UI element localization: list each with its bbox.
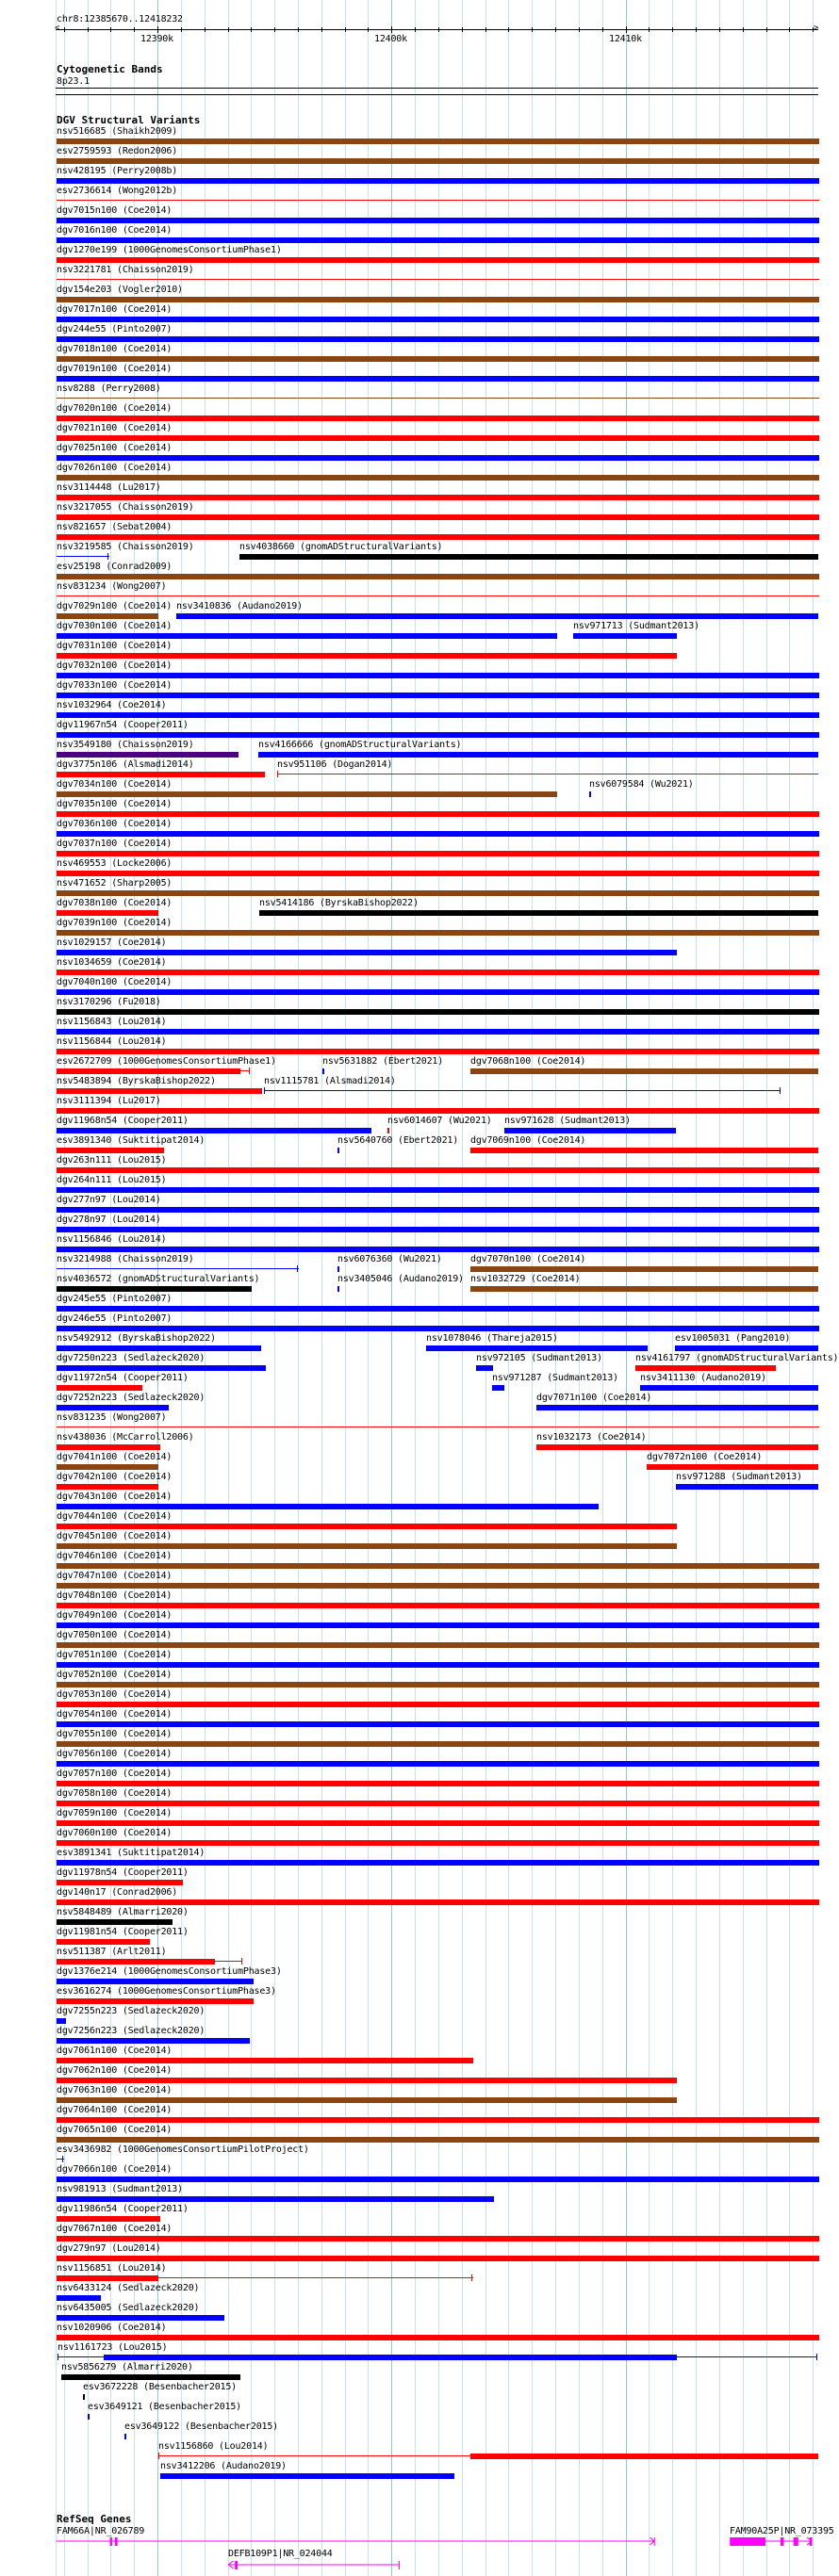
variant-label[interactable]: nsv3221781 (Chaisson2019) [57,265,194,275]
variant-label[interactable]: nsv1032964 (Coe2014) [57,700,167,710]
variant-label[interactable]: dgv245e55 (Pinto2007) [57,1294,173,1304]
ruler-tick-label: 12410k [609,34,642,44]
variant-label[interactable]: nsv1156860 (Lou2014) [158,2441,269,2452]
variant-label[interactable]: dgv7256n223 (Sedlazeck2020) [57,2026,206,2036]
variant-label[interactable]: dgv7072n100 (Coe2014) [647,1452,763,1462]
variant-label[interactable]: dgv277n97 (Lou2014) [57,1195,161,1205]
variant-label[interactable]: dgv7029n100 (Coe2014) [57,601,173,611]
variant-label[interactable]: dgv3775n106 (Alsmadi2014) [57,759,194,770]
variant-label[interactable]: dgv11986n54 (Cooper2011) [57,2204,189,2214]
variant-label[interactable]: dgv11972n54 (Cooper2011) [57,1373,189,1383]
variant-label[interactable]: nsv5483894 (ByrskaBishop2022) [57,1076,216,1086]
variant-label[interactable]: nsv1156851 (Lou2014) [57,2263,167,2274]
variant-label[interactable]: nsv3111394 (Lu2017) [57,1096,161,1106]
gene-exon [730,2537,765,2546]
gene-exon [781,2537,783,2546]
variant-label[interactable]: nsv6014607 (Wu2021) [387,1116,492,1126]
variant-label[interactable]: nsv8288 (Perry2008) [57,383,161,394]
variant-label[interactable]: dgv11968n54 (Cooper2011) [57,1116,189,1126]
dgv-track-title: DGV Structural Variants [57,114,201,126]
variant-label[interactable]: dgv7061n100 (Coe2014) [57,2046,173,2056]
variant-label[interactable]: nsv1156846 (Lou2014) [57,1234,167,1245]
variant-label[interactable]: dgv7036n100 (Coe2014) [57,819,173,829]
variant-label[interactable]: nsv831234 (Wong2007) [57,581,167,592]
variant-label[interactable]: esv3649121 (Besenbacher2015) [88,2402,241,2412]
variant-label[interactable]: dgv7060n100 (Coe2014) [57,1828,173,1838]
variant-label[interactable]: nsv5492912 (ByrskaBishop2022) [57,1333,216,1344]
variant-label[interactable]: dgv7065n100 (Coe2014) [57,2125,173,2135]
variant-label[interactable]: dgv7015n100 (Coe2014) [57,205,173,216]
variant-label[interactable]: nsv5848489 (Almarri2020) [57,1907,189,1917]
variant-label[interactable]: dgv7252n223 (Sedlazeck2020) [57,1393,206,1403]
variant-label[interactable]: esv3891341 (Suktitipat2014) [57,1848,206,1858]
variant-label[interactable]: dgv11978n54 (Cooper2011) [57,1867,189,1878]
variant-label[interactable]: dgv279n97 (Lou2014) [57,2243,161,2254]
gene[interactable] [57,2537,655,2546]
variant-label[interactable]: dgv244e55 (Pinto2007) [57,324,173,334]
variant-label[interactable]: esv3436982 (1000GenomesConsortiumPilotProject) [57,2144,309,2155]
variant-label[interactable]: dgv263n111 (Lou2015) [57,1155,167,1166]
variant-label[interactable]: nsv3405046 (Audano2019) [337,1274,464,1284]
variant-label[interactable]: nsv3217055 (Chaisson2019) [57,502,194,513]
variant-label[interactable]: nsv5856279 (Almarri2020) [61,2362,193,2372]
variant-label[interactable]: dgv7032n100 (Coe2014) [57,660,173,671]
variant-label[interactable]: nsv981913 (Sudmant2013) [57,2184,183,2194]
variant-label[interactable]: dgv7250n223 (Sedlazeck2020) [57,1353,206,1363]
ruler-tick-label: 12390k [140,34,173,44]
variant-label[interactable]: nsv1034659 (Coe2014) [57,957,167,968]
variant-label[interactable]: nsv438036 (McCarroll2006) [57,1432,194,1443]
variant-label[interactable]: dgv246e55 (Pinto2007) [57,1313,173,1324]
refseq-track-title: RefSeq Genes [57,2513,132,2525]
variant-label[interactable]: esv1005031 (Pang2010) [675,1333,791,1344]
variant-label[interactable]: nsv972105 (Sudmant2013) [476,1353,602,1363]
variant-label[interactable]: dgv7054n100 (Coe2014) [57,1709,173,1720]
variant-label[interactable]: dgv7045n100 (Coe2014) [57,1531,173,1541]
variant-label[interactable]: esv3616274 (1000GenomesConsortiumPhase3) [57,1986,276,1997]
variant-label[interactable]: dgv7068n100 (Coe2014) [470,1056,586,1067]
variant-label[interactable]: nsv3170296 (Fu2018) [57,997,161,1007]
variant-label[interactable]: dgv7019n100 (Coe2014) [57,364,173,374]
variant-label[interactable]: dgv7046n100 (Coe2014) [57,1551,173,1561]
variant-label[interactable]: dgv7033n100 (Coe2014) [57,680,173,691]
variant-label[interactable]: nsv6076360 (Wu2021) [337,1254,442,1264]
variant-label[interactable]: dgv7049n100 (Coe2014) [57,1610,173,1621]
variant-label[interactable]: nsv1029157 (Coe2014) [57,937,167,948]
gene[interactable] [730,2537,812,2546]
variant-label[interactable]: dgv7055n100 (Coe2014) [57,1729,173,1739]
variant-label[interactable]: nsv4038660 (gnomADStructuralVariants) [239,542,443,552]
variant-label[interactable]: dgv1270e199 (1000GenomesConsortiumPhase1) [57,245,282,255]
ruler-tick-label: 12400k [374,34,407,44]
variant-label[interactable]: nsv1115781 (Alsmadi2014) [264,1076,396,1086]
variant-label[interactable]: dgv7048n100 (Coe2014) [57,1590,173,1601]
variant-label[interactable]: dgv7053n100 (Coe2014) [57,1689,173,1700]
variant-label[interactable]: nsv6433124 (Sedlazeck2020) [57,2283,200,2293]
gene-label[interactable]: FAM90A25P|NR_073395 [730,2526,834,2536]
variant-label[interactable]: esv2759593 (Redon2006) [57,146,178,156]
variant-label[interactable]: dgv11967n54 (Cooper2011) [57,720,189,730]
variant-label[interactable]: nsv1161723 (Lou2015) [58,2342,168,2353]
variant-label[interactable]: dgv7056n100 (Coe2014) [57,1749,173,1759]
variant-label[interactable]: esv3649122 (Besenbacher2015) [124,2421,278,2432]
variant-label[interactable]: dgv7071n100 (Coe2014) [536,1393,652,1403]
variant-label[interactable]: dgv7035n100 (Coe2014) [57,799,173,809]
variant-label[interactable]: dgv7026n100 (Coe2014) [57,463,173,473]
gene-label[interactable]: FAM66A|NR_026789 [57,2526,145,2536]
variant-label[interactable]: nsv831235 (Wong2007) [57,1412,167,1423]
variant-label[interactable]: dgv7051n100 (Coe2014) [57,1650,173,1660]
gene-exon [115,2537,118,2546]
variant-label[interactable]: dgv7043n100 (Coe2014) [57,1492,173,1502]
variant-label[interactable]: nsv5631882 (Ebert2021) [322,1056,444,1067]
location-label: chr8:12385670..12418232 [57,14,183,24]
variant-label[interactable]: nsv4166666 (gnomADStructuralVariants) [258,740,462,750]
variant-label[interactable]: esv3891340 (Suktitipat2014) [57,1135,206,1146]
variant-label[interactable]: dgv7040n100 (Coe2014) [57,977,173,987]
variant-label[interactable]: nsv469553 (Locke2006) [57,858,173,869]
variant-label[interactable]: dgv7067n100 (Coe2014) [57,2224,173,2234]
variant-label[interactable]: nsv971287 (Sudmant2013) [492,1373,618,1383]
variant-label[interactable]: dgv7057n100 (Coe2014) [57,1769,173,1779]
variant-label[interactable]: dgv7017n100 (Coe2014) [57,304,173,315]
variant-label[interactable]: nsv1032729 (Coe2014) [470,1274,581,1284]
variant-label[interactable]: dgv7021n100 (Coe2014) [57,423,173,433]
variant-label[interactable]: nsv5640760 (Ebert2021) [337,1135,459,1146]
variant-label[interactable]: nsv511387 (Arlt2011) [57,1947,167,1957]
ruler-right-arrow-icon: > [814,24,819,33]
variant-label[interactable]: dgv7037n100 (Coe2014) [57,839,173,849]
variant-label[interactable]: nsv971288 (Sudmant2013) [676,1472,802,1482]
variant-label[interactable]: dgv278n97 (Lou2014) [57,1215,161,1225]
variant-label[interactable]: nsv3219585 (Chaisson2019) [57,542,194,552]
variant-label[interactable]: dgv7044n100 (Coe2014) [57,1511,173,1522]
variant-label[interactable]: dgv7025n100 (Coe2014) [57,443,173,453]
variant-label[interactable]: dgv7058n100 (Coe2014) [57,1788,173,1799]
variant-label[interactable]: dgv7062n100 (Coe2014) [57,2065,173,2076]
variant-label[interactable]: dgv7059n100 (Coe2014) [57,1808,173,1818]
gene-exon [794,2537,798,2546]
variant-label[interactable]: esv25198 (Conrad2009) [57,562,173,572]
variant-label[interactable]: dgv7039n100 (Coe2014) [57,918,173,928]
cytoband-track-title: Cytogenetic Bands [57,63,163,75]
variant-label[interactable]: nsv1020906 (Coe2014) [57,2323,167,2333]
variant-label[interactable]: dgv7070n100 (Coe2014) [470,1254,586,1264]
variant-label[interactable]: nsv971713 (Sudmant2013) [573,621,699,631]
gene-exon [235,2561,238,2569]
ruler-left-arrow-icon: < [55,24,60,33]
variant-label[interactable]: nsv6079584 (Wu2021) [589,779,694,790]
variant-label[interactable]: nsv951106 (Dogan2014) [277,759,393,770]
variant-label[interactable]: dgv7047n100 (Coe2014) [57,1571,173,1581]
variant-label[interactable]: dgv7255n223 (Sedlazeck2020) [57,2006,206,2016]
variant-label[interactable]: dgv264n111 (Lou2015) [57,1175,167,1185]
variant-label[interactable]: nsv3114448 (Lu2017) [57,482,161,493]
variant-label[interactable]: dgv7052n100 (Coe2014) [57,1670,173,1680]
variant-label[interactable]: dgv7066n100 (Coe2014) [57,2164,173,2175]
variant-label[interactable]: dgv7018n100 (Coe2014) [57,344,173,354]
variant-label[interactable]: nsv1078046 (Thareja2015) [426,1333,558,1344]
variant-label[interactable]: dgv7042n100 (Coe2014) [57,1472,173,1482]
variant-label[interactable]: dgv7030n100 (Coe2014) [57,621,173,631]
variant-label[interactable]: nsv428195 (Perry2008b) [57,166,178,176]
gene[interactable] [228,2561,399,2569]
variant-label[interactable]: nsv3411130 (Audano2019) [640,1373,766,1383]
variant-label[interactable]: dgv7034n100 (Coe2014) [57,779,173,790]
variant-label[interactable]: dgv7069n100 (Coe2014) [470,1135,586,1146]
variant-label[interactable]: nsv3214988 (Chaisson2019) [57,1254,194,1264]
variant-label[interactable]: dgv7031n100 (Coe2014) [57,641,173,651]
cytoband-label: 8p23.1 [57,76,90,87]
variant-label[interactable]: dgv7041n100 (Coe2014) [57,1452,173,1462]
gene-exon [110,2537,112,2546]
variant-label[interactable]: dgv7050n100 (Coe2014) [57,1630,173,1640]
variant-label[interactable]: esv3672228 (Besenbacher2015) [83,2382,237,2392]
variant-label[interactable]: dgv7063n100 (Coe2014) [57,2085,173,2095]
variant-label[interactable]: nsv5414186 (ByrskaBishop2022) [259,898,419,908]
variant-label[interactable]: dgv1376e214 (1000GenomesConsortiumPhase3) [57,1966,282,1977]
variant-label[interactable]: dgv7064n100 (Coe2014) [57,2105,173,2115]
variant-label[interactable]: nsv1156844 (Lou2014) [57,1036,167,1047]
variant-label[interactable]: nsv3549180 (Chaisson2019) [57,740,194,750]
variant-label[interactable]: nsv4161797 (gnomADStructuralVariants) [635,1353,839,1363]
variant-label[interactable]: esv2736614 (Wong2012b) [57,186,178,196]
variant-label[interactable]: nsv471652 (Sharp2005) [57,878,173,889]
variant-label[interactable]: dgv7020n100 (Coe2014) [57,403,173,414]
variant-label[interactable]: dgv7038n100 (Coe2014) [57,898,173,908]
variant-label[interactable]: esv2672709 (1000GenomesConsortiumPhase1) [57,1056,276,1067]
variant-label[interactable]: nsv971628 (Sudmant2013) [504,1116,631,1126]
variant-label[interactable]: dgv140n17 (Conrad2006) [57,1887,178,1898]
variant-label[interactable]: nsv3412206 (Audano2019) [160,2461,287,2471]
variant-label[interactable]: nsv1156843 (Lou2014) [57,1017,167,1027]
variant-label[interactable]: dgv7016n100 (Coe2014) [57,225,173,236]
gene-label[interactable]: DEFB109P1|NR_024044 [228,2549,333,2559]
variant-label[interactable]: dgv11981n54 (Cooper2011) [57,1927,189,1937]
variant-label[interactable]: nsv1032173 (Coe2014) [536,1432,647,1443]
variant-label[interactable]: nsv4036572 (gnomADStructuralVariants) [57,1274,260,1284]
variant-label[interactable]: nsv6435005 (Sedlazeck2020) [57,2303,200,2313]
variant-label[interactable]: nsv821657 (Sebat2004) [57,522,173,532]
variant-label[interactable]: nsv3410836 (Audano2019) [176,601,303,611]
variant-label[interactable]: nsv516685 (Shaikh2009) [57,126,178,137]
variant-label[interactable]: dgv154e203 (Vogler2010) [57,285,183,295]
